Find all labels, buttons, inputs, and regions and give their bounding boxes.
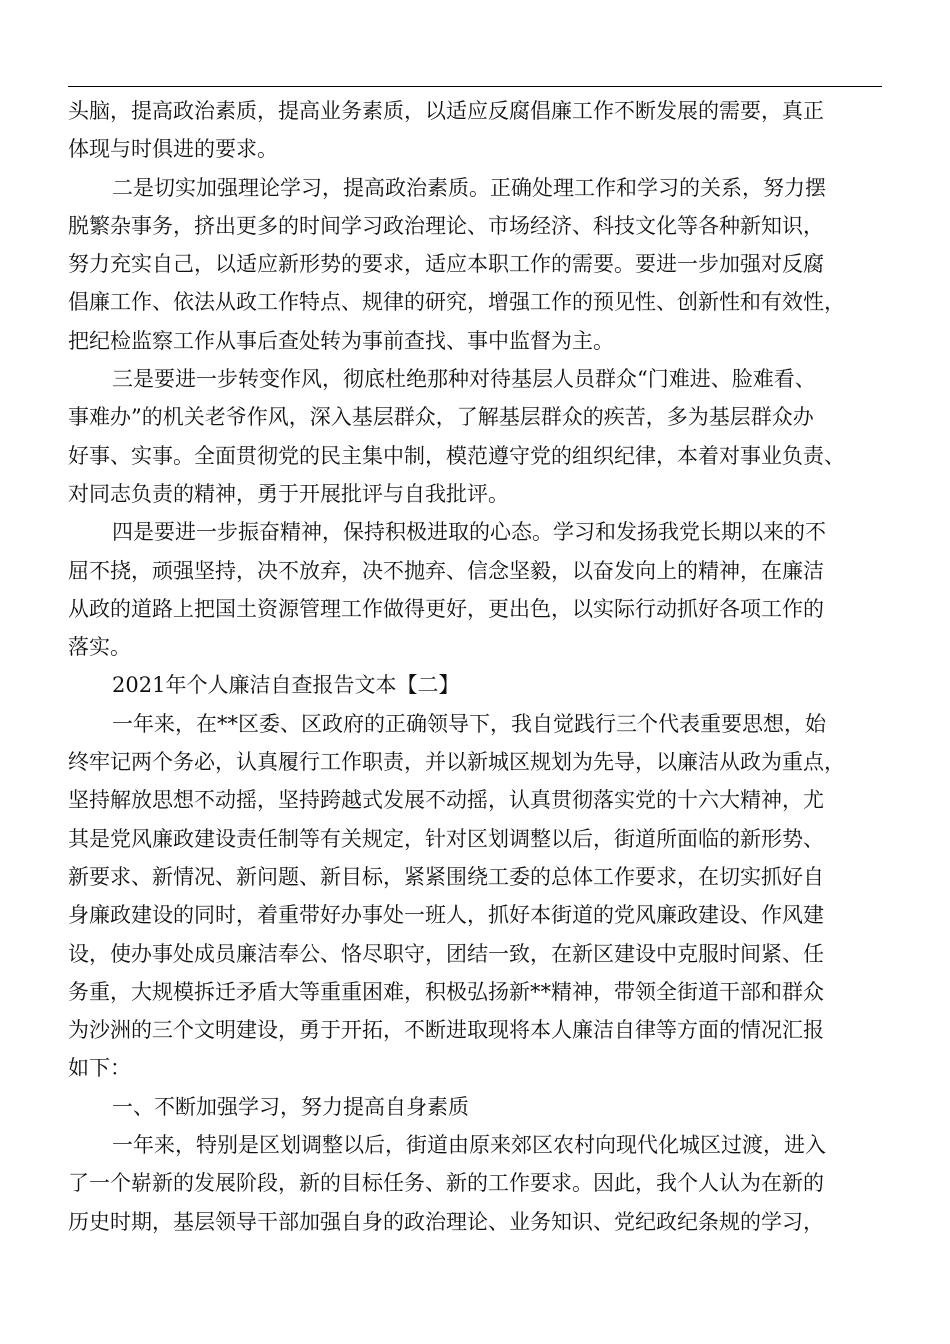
- document-body: [68, 92, 884, 1241]
- text-line: 坚持解放思想不动摇，坚持跨越式发展不动摇，认真贯彻落实党的十六大精神，尤: [68, 788, 824, 813]
- text-line: 一年来，在**区委、区政府的正确领导下，我自觉践行三个代表重要思想，始: [112, 711, 826, 736]
- text-line: 了一个崭新的发展阶段，新的目标任务、新的工作要求。因此，我个人认为在新的: [68, 1171, 824, 1196]
- text-line: 终牢记两个务必，认真履行工作职责，并以新城区规划为先导，以廉洁从政为重点，: [68, 750, 845, 775]
- text-line: 一年来，特别是区划调整以后，街道由原来郊区农村向现代化城区过渡，进入: [112, 1133, 826, 1158]
- text-line: 三是要进一步转变作风，彻底杜绝那种对待基层人员群众“门难进、脸难看、: [112, 367, 816, 392]
- text-line: 如下：: [68, 1056, 131, 1081]
- text-line: 为沙洲的三个文明建设，勇于开拓，不断进取现将本人廉洁自律等方面的情况汇报: [68, 1018, 824, 1043]
- text-line: 从政的道路上把国土资源管理工作做得更好，更出色，以实际行动抓好各项工作的: [68, 596, 824, 621]
- text-line: 2021年个人廉洁自查报告文本【二】: [112, 673, 460, 698]
- text-line: 务重，大规模拆迁矛盾大等重重困难，积极弘扬新**精神，带领全街道干部和群众: [68, 979, 824, 1004]
- text-line: 事难办”的机关老爷作风，深入基层群众，了解基层群众的疾苦，多为基层群众办: [68, 405, 814, 430]
- text-line: 头脑，提高政治素质，提高业务素质，以适应反腐倡廉工作不断发展的需要，真正: [68, 99, 824, 123]
- text-line: 脱繁杂事务，挤出更多的时间学习政治理论、市场经济、科技文化等各种新知识，: [68, 213, 824, 238]
- text-line: 一、不断加强学习，努力提高自身素质: [112, 1094, 469, 1119]
- text-line: 努力充实自己，以适应新形势的要求，适应本职工作的需要。要进一步加强对反腐: [68, 252, 824, 277]
- text-line: 设，使办事处成员廉洁奉公、恪尽职守，团结一致，在新区建设中克服时间紧、任: [68, 941, 824, 966]
- text-line: 倡廉工作、依法从政工作特点、规律的研究，增强工作的预见性、创新性和有效性，: [68, 290, 845, 315]
- header-rule: [68, 86, 882, 87]
- text-line: 新要求、新情况、新问题、新目标，紧紧围绕工委的总体工作要求，在切实抓好自: [68, 864, 824, 889]
- text-line: 对同志负责的精神，勇于开展批评与自我批评。: [68, 481, 509, 506]
- text-line: 二是切实加强理论学习，提高政治素质。正确处理工作和学习的关系，努力摆: [112, 175, 826, 200]
- text-line: 落实。: [68, 635, 131, 660]
- text-line: 身廉政建设的同时，着重带好办事处一班人，抓好本街道的党风廉政建设、作风建: [68, 903, 824, 928]
- text-line: 体现与时俱进的要求。: [68, 137, 278, 162]
- text-line: 把纪检监察工作从事后查处转为事前查找、事中监督为主。: [68, 328, 614, 353]
- text-line: 好事、实事。全面贯彻党的民主集中制，模范遵守党的组织纪律，本着对事业负责、: [68, 443, 845, 468]
- text-line: 历史时期，基层领导干部加强自身的政治理论、业务知识、党纪政纪条规的学习，: [68, 1209, 824, 1234]
- text-line: 四是要进一步振奋精神，保持积极进取的心态。学习和发扬我党长期以来的不: [112, 520, 826, 545]
- text-line: 屈不挠，顽强坚持，决不放弃，决不抛弃、信念坚毅，以奋发向上的精神，在廉洁: [68, 558, 824, 583]
- text-line: 其是党风廉政建设责任制等有关规定，针对区划调整以后，街道所面临的新形势、: [68, 826, 824, 851]
